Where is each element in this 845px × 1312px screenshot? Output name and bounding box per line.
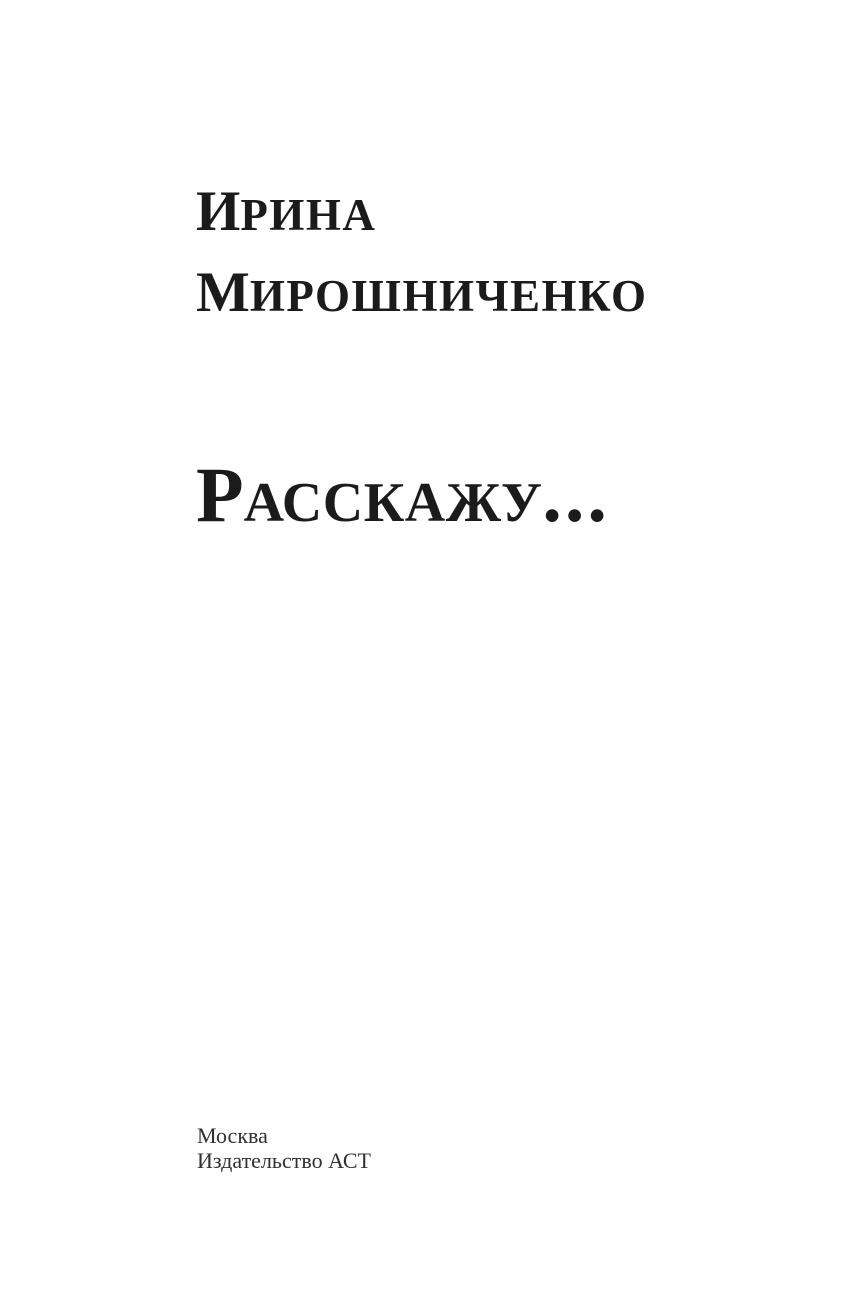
book-title-smallcaps: АССКАЖУ: [243, 472, 543, 534]
author-last-name-smallcaps: ИРОШНИЧЕНКО: [249, 271, 648, 321]
author-last-name-initial: М: [196, 261, 250, 324]
author-name: [196, 178, 648, 340]
book-title-initial: Р: [196, 451, 244, 538]
book-title-ellipsis: ...: [542, 451, 610, 538]
author-first-name-smallcaps: РИНА: [240, 190, 377, 240]
imprint-publisher: Издательство АСТ: [197, 1148, 371, 1173]
imprint: [197, 1123, 371, 1173]
author-last-name: [196, 259, 648, 340]
imprint-city: Москва: [197, 1123, 268, 1148]
author-first-name: [196, 178, 648, 259]
book-title: [196, 451, 610, 557]
author-first-name-initial: И: [196, 180, 241, 243]
